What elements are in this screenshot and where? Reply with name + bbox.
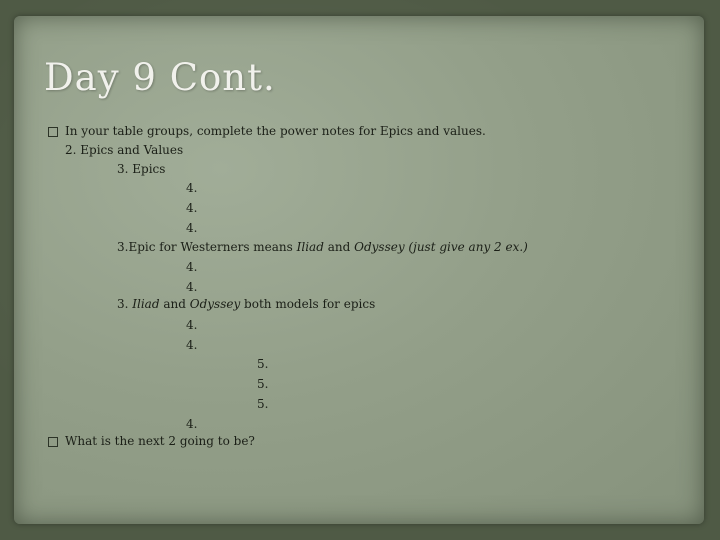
- outline-line-5: 4.: [186, 221, 198, 235]
- outline-line-12: 5.: [257, 357, 269, 371]
- outline-line-9: [117, 297, 375, 311]
- outline-line-10: 4.: [186, 318, 198, 332]
- outline-line-9-part-a: 3.: [117, 297, 133, 311]
- square-bullet-icon: [48, 437, 58, 447]
- outline-line-6-part-c: and: [323, 240, 355, 254]
- outline-line-14: 5.: [257, 397, 269, 411]
- outline-line-9-part-c: and: [159, 297, 190, 311]
- square-bullet-icon: [48, 127, 58, 137]
- outline-line-15: 4.: [186, 417, 198, 431]
- bullet-text-2: What is the next 2 going to be?: [65, 434, 255, 448]
- outline-line-6: [117, 240, 528, 254]
- odyssey-title: Odyssey: [189, 297, 241, 311]
- odyssey-note: Odyssey (just give any 2 ex.): [354, 240, 528, 254]
- outline-line-13: 5.: [257, 377, 269, 391]
- iliad-title: Iliad: [132, 297, 160, 311]
- iliad-title: Iliad: [296, 240, 324, 254]
- bullet-text-1: In your table groups, complete the power notes for Epics and values.: [65, 124, 486, 138]
- outline-line-3: 4.: [186, 181, 198, 195]
- outline-line-7: 4.: [186, 260, 198, 274]
- slide-title: Day 9 Cont.: [44, 56, 276, 99]
- outline-line-1: 2. Epics and Values: [65, 143, 184, 157]
- outline-line-9-part-e: both models for epics: [240, 297, 376, 311]
- outline-line-2: 3. Epics: [117, 162, 166, 176]
- outline-line-11: 4.: [186, 338, 198, 352]
- outline-line-4: 4.: [186, 201, 198, 215]
- outline-line-8: 4.: [186, 280, 198, 294]
- outline-line-6-part-a: 3.Epic for Westerners means: [117, 240, 297, 254]
